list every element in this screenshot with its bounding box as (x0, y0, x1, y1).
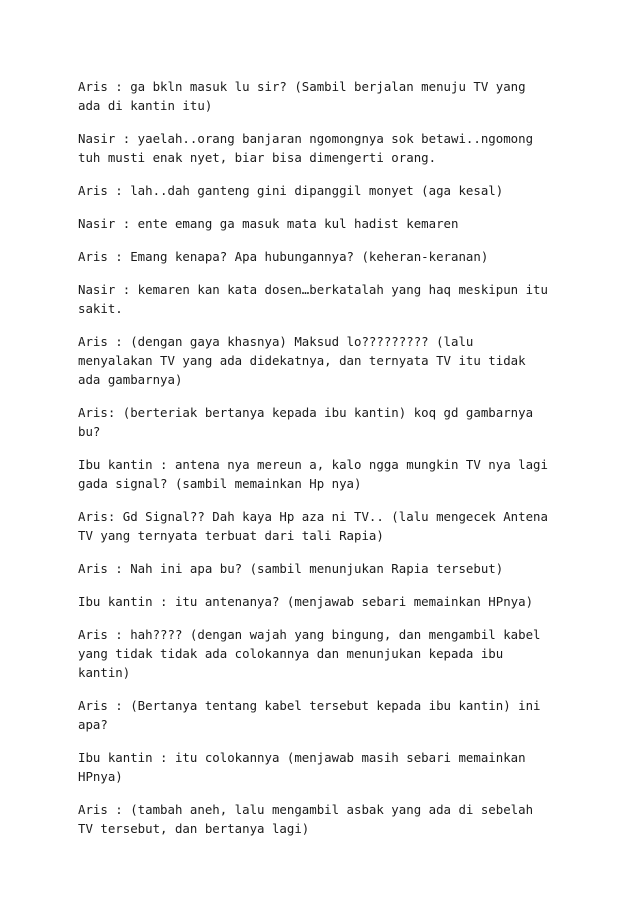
paragraph: Nasir : ente emang ga masuk mata kul hadist kemaren (78, 216, 459, 231)
paragraph: Aris : Emang kenapa? Apa hubungannya? (keheran-keranan) (78, 249, 489, 264)
paragraph: Ibu kantin : antena nya mereun a, kalo ngga mungkin TV nya lagi gada signal? (sambil memainkan Hp nya) (78, 457, 548, 491)
paragraph: Aris : Nah ini apa bu? (sambil menunjukan Rapia tersebut) (78, 561, 504, 576)
paragraph: Ibu kantin : itu colokannya (menjawab masih sebari memainkan HPnya) (78, 750, 526, 784)
paragraph: Aris : (Bertanya tentang kabel tersebut kepada ibu kantin) ini apa? (78, 698, 541, 732)
paragraph: Aris: (berteriak bertanya kepada ibu kantin) koq gd gambarnya bu? (78, 405, 534, 439)
paragraph: Aris : ga bkln masuk lu sir? (Sambil berjalan menuju TV yang ada di kantin itu) (78, 79, 526, 113)
paragraph: Aris : (tambah aneh, lalu mengambil asbak yang ada di sebelah TV tersebut, dan bertanya lagi) (78, 802, 534, 836)
paragraph: Ibu kantin : itu antenanya? (menjawab sebari memainkan HPnya) (78, 594, 534, 609)
paragraph: Aris : (dengan gaya khasnya) Maksud lo????????? (lalu menyalakan TV yang ada didekatnya, dan ternyata TV itu tidak ada gambarnya) (78, 334, 526, 387)
paragraph: Aris : lah..dah ganteng gini dipanggil monyet (aga kesal) (78, 183, 504, 198)
paragraph: Nasir : yaelah..orang banjaran ngomongnya sok betawi..ngomong tuh musti enak nyet, biar bisa dimengerti orang. (78, 131, 534, 165)
paragraph: Aris: Gd Signal?? Dah kaya Hp aza ni TV.. (lalu mengecek Antena TV yang ternyata terbuat dari tali Rapia) (78, 509, 548, 543)
document-body (78, 77, 578, 852)
paragraph: Aris : hah???? (dengan wajah yang bingung, dan mengambil kabel yang tidak tidak ada colokannya dan menunjukan kepada ibu kantin) (78, 627, 541, 680)
paragraph: Nasir : kemaren kan kata dosen…berkatalah yang haq meskipun itu sakit. (78, 282, 548, 316)
